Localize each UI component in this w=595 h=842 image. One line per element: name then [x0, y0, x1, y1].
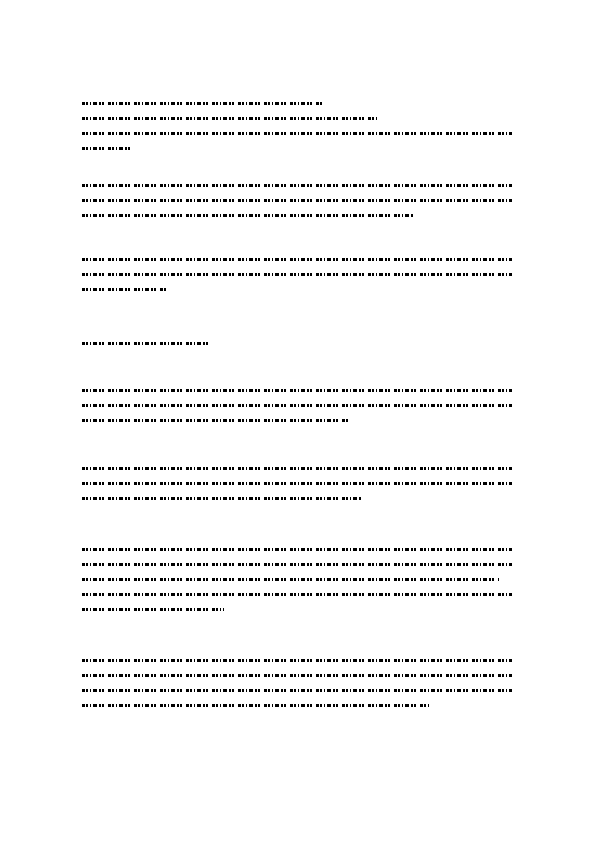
text-line — [82, 404, 512, 407]
text-line — [82, 593, 512, 596]
text-line — [82, 214, 413, 217]
text-line — [82, 184, 512, 187]
text-line — [82, 389, 512, 392]
text-line — [82, 132, 512, 135]
paragraph-5 — [82, 389, 512, 422]
text-line — [82, 199, 512, 202]
text-line — [82, 563, 512, 566]
text-line — [82, 147, 134, 150]
text-line — [82, 117, 379, 120]
text-line — [82, 704, 430, 707]
text-line — [82, 482, 512, 485]
paragraph-6 — [82, 467, 512, 500]
text-line — [82, 608, 224, 611]
text-line — [82, 102, 323, 105]
text-line — [82, 467, 512, 470]
paragraph-7 — [82, 548, 512, 611]
paragraph-1 — [82, 102, 512, 150]
section-heading — [82, 342, 512, 345]
text-line — [82, 674, 512, 677]
text-line — [82, 497, 362, 500]
paragraph-3 — [82, 258, 512, 291]
text-line — [82, 578, 499, 581]
text-line — [82, 689, 512, 692]
text-line — [82, 288, 168, 291]
text-line — [82, 548, 512, 551]
text-line — [82, 342, 211, 345]
text-line — [82, 659, 512, 662]
paragraph-2 — [82, 184, 512, 217]
text-line — [82, 419, 349, 422]
text-line — [82, 273, 512, 276]
paragraph-8 — [82, 659, 512, 707]
text-line — [82, 258, 512, 261]
